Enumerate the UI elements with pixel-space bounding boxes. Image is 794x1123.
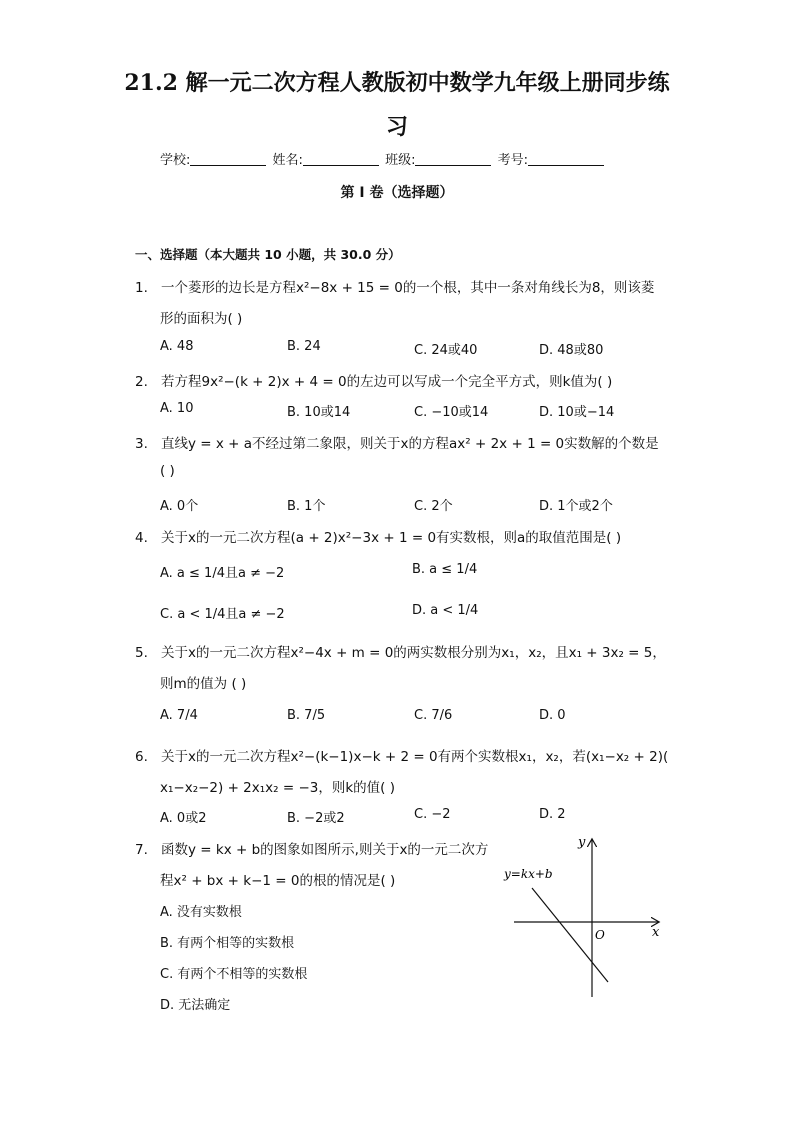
option-d[interactable]: D. 无法确定 [160, 998, 231, 1013]
option-c[interactable]: C. 7/6 [414, 708, 453, 723]
question-text: 函数y = kx + b的图象如图所示,则关于x的一元二次方 [161, 842, 489, 858]
question-6 [135, 745, 668, 765]
option-d[interactable]: D. 2 [539, 807, 566, 822]
question-text-continued: 则m的值为 ( ) [160, 676, 247, 692]
question-7 [135, 838, 488, 858]
option-d[interactable]: D. 0 [539, 708, 566, 723]
option-d[interactable]: D. 48或80 [539, 343, 604, 358]
question-text-continued: x₁−x₂−2) + 2x₁x₂ = −3，则k的值( ) [160, 780, 396, 796]
question-3 [135, 432, 659, 452]
question-text-continued: 程x² + bx + k−1 = 0的根的情况是( ) [160, 873, 396, 889]
question-number: 1. [135, 280, 148, 296]
option-a[interactable]: A. 7/4 [160, 708, 198, 723]
question-text-continued: ( ) [160, 463, 175, 479]
section-heading: 一、选择题（本大题共 10 小题，共 30.0 分） [135, 247, 401, 262]
question-text: 关于x的一元二次方程(a + 2)x²−3x + 1 = 0有实数根，则a的取值范围是( ) [161, 530, 622, 546]
school-label: 学校: [160, 153, 191, 168]
option-c[interactable]: C. 有两个不相等的实数根 [160, 967, 308, 982]
origin-label: O [595, 928, 605, 942]
name-label: 姓名: [272, 153, 303, 168]
question-text: 若方程9x²−(k + 2)x + 4 = 0的左边可以写成一个完全平方式，则k值为( ) [161, 374, 613, 390]
option-c[interactable]: C. a < 1/4且a ≠ −2 [160, 607, 285, 622]
question-number: 5. [135, 645, 148, 661]
option-d[interactable]: D. a < 1/4 [412, 603, 479, 618]
option-b[interactable]: B. 1个 [287, 499, 326, 514]
question-text-continued: 形的面积为( ) [160, 311, 243, 327]
line-label: y=kx+b [504, 867, 553, 881]
option-d[interactable]: D. 10或−14 [539, 405, 615, 420]
option-a[interactable]: A. 48 [160, 339, 194, 354]
question-text: 一个菱形的边长是方程x²−8x + 15 = 0的一个根，其中一条对角线长为8，则该菱 [161, 280, 655, 296]
question-number: 6. [135, 749, 148, 765]
school-field[interactable] [190, 151, 266, 166]
number-label: 考号: [497, 153, 528, 168]
question-1 [135, 276, 654, 296]
question-text: 关于x的一元二次方程x²−4x + m = 0的两实数根分别为x₁，x₂，且x₁ + 3x₂ = 5， [161, 645, 666, 661]
page-title: 21.2 解一元二次方程人教版初中数学九年级上册同步练 [124, 70, 670, 96]
option-a[interactable]: A. 0或2 [160, 811, 207, 826]
option-b[interactable]: B. 7/5 [287, 708, 326, 723]
class-field[interactable] [415, 151, 491, 166]
question-number: 4. [135, 530, 148, 546]
option-c[interactable]: C. −10或14 [414, 405, 489, 420]
question-number: 3. [135, 436, 148, 452]
page-title-continued: 习 [385, 114, 408, 140]
linear-function-graph [500, 832, 670, 1002]
question-4 [135, 526, 621, 546]
y-axis-label: y [578, 835, 586, 850]
option-d[interactable]: D. 1个或2个 [539, 499, 613, 514]
option-a[interactable]: A. a ≤ 1/4且a ≠ −2 [160, 566, 285, 581]
option-b[interactable]: B. 有两个相等的实数根 [160, 936, 295, 951]
question-number: 7. [135, 842, 148, 858]
question-5 [135, 641, 666, 661]
option-b[interactable]: B. 10或14 [287, 405, 351, 420]
question-number: 2. [135, 374, 148, 390]
volume-heading: 第 I 卷（选择题） [340, 185, 454, 201]
option-b[interactable]: B. a ≤ 1/4 [412, 562, 478, 577]
x-axis-label: x [652, 925, 660, 940]
question-text: 直线y = x + a不经过第二象限，则关于x的方程ax² + 2x + 1 = 0实数解的个数是 [161, 436, 659, 452]
class-label: 班级: [385, 153, 416, 168]
option-b[interactable]: B. −2或2 [287, 811, 345, 826]
option-a[interactable]: A. 没有实数根 [160, 905, 242, 920]
question-text: 关于x的一元二次方程x²−(k−1)x−k + 2 = 0有两个实数根x₁，x₂，若(x₁−x₂ + 2)( [161, 749, 669, 765]
option-c[interactable]: C. −2 [414, 807, 451, 822]
question-2 [135, 370, 612, 390]
option-c[interactable]: C. 2个 [414, 499, 453, 514]
student-info-row [160, 149, 640, 168]
option-a[interactable]: A. 0个 [160, 499, 199, 514]
option-b[interactable]: B. 24 [287, 339, 321, 354]
name-field[interactable] [303, 151, 379, 166]
option-a[interactable]: A. 10 [160, 401, 194, 416]
number-field[interactable] [528, 151, 604, 166]
option-c[interactable]: C. 24或40 [414, 343, 478, 358]
